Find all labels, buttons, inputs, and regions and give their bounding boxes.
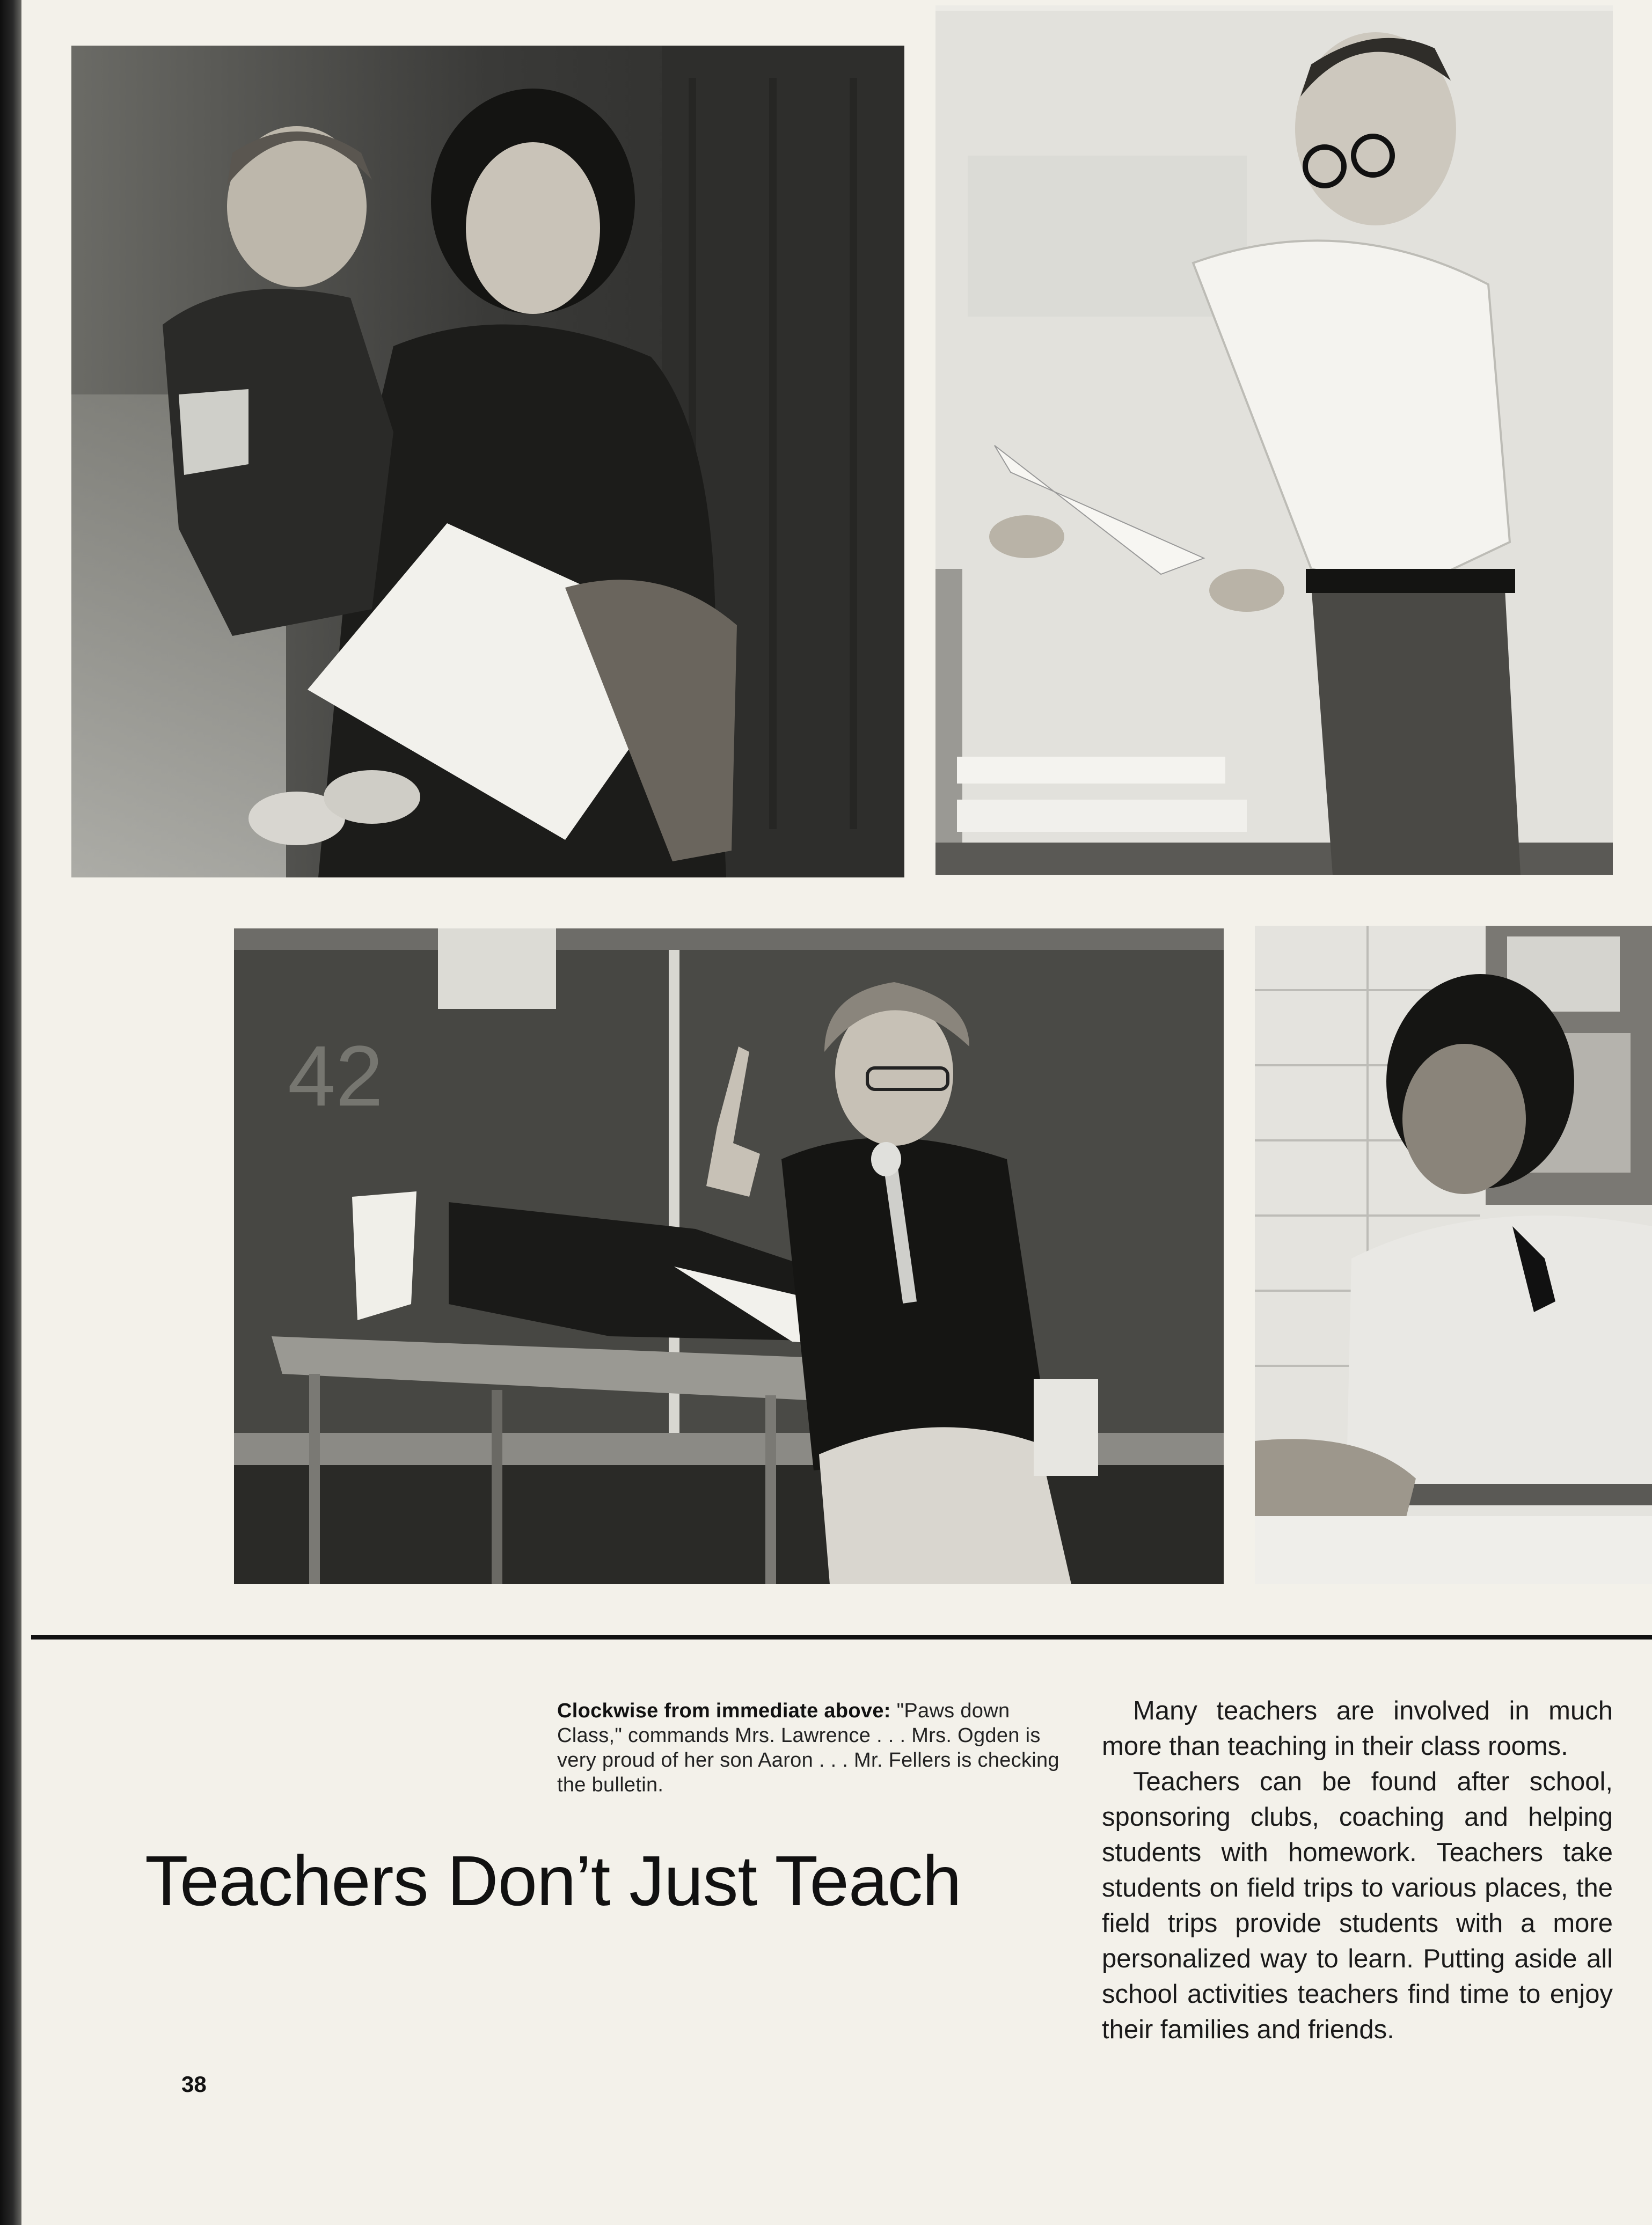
book-binding-edge [0, 0, 21, 2225]
chalkboard-number: 42 [288, 1028, 383, 1124]
photo-mother-holding-child [71, 46, 904, 877]
page-number: 38 [181, 2072, 207, 2097]
photo-caption [557, 1699, 1075, 1797]
caption-text: "Paws down Class," commands Mrs. Lawrence . . . Mrs. Ogden is very proud of her son Aaron . . . Mr. Fellers is checking the bulletin. [557, 1700, 1059, 1796]
body-paragraph: Many teachers are involved in much more than teaching in their class rooms. [1102, 1696, 1613, 1761]
section-divider-rule [31, 1635, 1652, 1640]
photo-teacher-at-wall [1255, 926, 1652, 1584]
caption-lead: Clockwise from immediate above: [557, 1700, 891, 1722]
photo-man-reading-paper [935, 5, 1613, 875]
page-headline: Teachers Don’t Just Teach [145, 1841, 961, 1920]
photo-teacher-with-microphone [234, 928, 1224, 1584]
body-paragraph: Teachers can be found after school, sponsoring clubs, coaching and helping students with homework. Teachers take students on field trips to various places, the field trips provide students with a more personalized way to learn. Putting aside all school activities teachers find time to enjoy their families and friends. [1102, 1767, 1613, 2044]
article-body [1102, 1693, 1613, 2047]
